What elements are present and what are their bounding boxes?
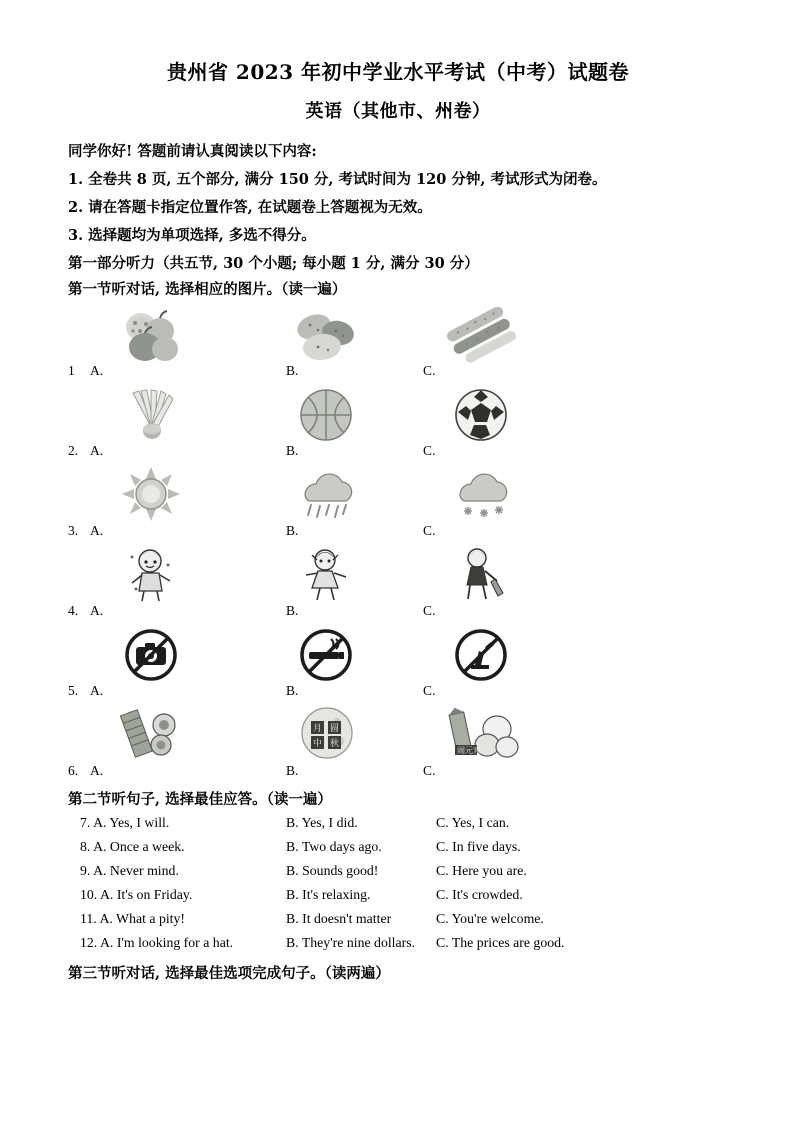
svg-text:月: 月 [313,724,323,735]
question-number: 10. [80,887,98,903]
option-a[interactable]: 10. A. It's on Friday. [80,887,193,903]
option-c[interactable]: C. Here you are. [436,863,527,879]
option-a[interactable]: 11. A. What a pity! [80,911,186,927]
option-b[interactable]: B. It's relaxing. [286,887,371,903]
section-one-heading: 第一节听对话, 选择相应的图片。（读一遍） [68,281,347,299]
picture-row-labels [68,603,728,625]
section-two-heading: 第二节听句子, 选择最佳应答。（读一遍） [68,791,332,809]
picture-question-6 [68,705,728,785]
picture-row-images [68,465,728,523]
basketball-icon [283,385,369,443]
no-photo-icon [108,625,194,683]
picture-row-labels [68,763,728,785]
soccer-ball-icon [438,385,524,443]
cucumbers-icon [438,305,524,363]
response-question-9 [68,863,728,887]
option-c[interactable]: C. You're welcome. [436,911,544,927]
page-content [68,56,728,989]
option-b[interactable]: B. Two days ago. [286,839,382,855]
option-b-label[interactable]: B. [286,523,299,539]
option-b[interactable]: B. It doesn't matter [286,911,392,927]
response-question-10 [68,887,728,911]
no-smoking-icon [283,625,369,683]
girl-dancing-icon [283,545,369,603]
option-b-label[interactable]: B. [286,443,299,459]
no-litter-icon [438,625,524,683]
option-c-label[interactable]: C. [423,603,436,619]
option-a-label[interactable]: A. [90,683,104,699]
dragon-boat-festival-icon [108,705,194,763]
part-one-heading: 第一部分听力（共五节, 30 个小题; 每小题 1 分, 满分 30 分） [68,255,479,273]
option-c-label[interactable]: C. [423,523,436,539]
option-b-label[interactable]: B. [286,763,299,779]
question-number: 4. [68,603,79,619]
response-question-8 [68,839,728,863]
option-c-label[interactable]: C. [423,363,436,379]
option-b[interactable]: B. Yes, I did. [286,815,358,831]
option-b-label[interactable]: B. [286,363,299,379]
option-a-label[interactable]: A. [90,363,104,379]
option-b[interactable]: B. Sounds good! [286,863,379,879]
option-c-label[interactable]: C. [423,683,436,699]
picture-row-labels [68,683,728,705]
notice-line-2: 2. 请在答题卡指定位置作答, 在试题卷上答题视为无效。 [68,199,432,217]
picture-row-labels [68,443,728,465]
notice-line-3: 3. 选择题均为单项选择, 多选不得分。 [68,227,316,245]
question-number: 12. [80,935,98,951]
rain-cloud-icon [283,465,369,523]
picture-row-images [68,305,728,363]
badminton-shuttlecock-icon [108,385,194,443]
option-c-label[interactable]: C. [423,443,436,459]
question-number: 1 [68,363,75,379]
picture-row-labels [68,363,728,385]
option-a-label[interactable]: A. [90,443,104,459]
picture-row-images [68,705,728,763]
option-c[interactable]: C. It's crowded. [436,887,523,903]
picture-question-2 [68,385,728,465]
question-number: 2. [68,443,79,459]
response-question-12 [68,935,728,959]
response-question-11 [68,911,728,935]
question-number: 6. [68,763,79,779]
notice-line-1: 1. 全卷共 8 页, 五个部分, 满分 150 分, 考试时间为 120 分钟, 考试形式为闭卷。 [68,171,607,189]
picture-question-4 [68,545,728,625]
option-c[interactable]: C. Yes, I can. [436,815,510,831]
svg-text:圆: 圆 [330,724,340,735]
apples-icon [108,305,194,363]
sun-icon [108,465,194,523]
picture-row-images [68,625,728,683]
question-number: 9. [80,863,91,879]
notice-line-0: 同学你好! 答题前请认真阅读以下内容: [68,143,317,160]
mid-autumn-festival-icon [283,705,369,763]
option-c[interactable]: C. The prices are good. [436,935,565,951]
picture-question-5 [68,625,728,705]
svg-text:秋: 秋 [330,739,340,750]
snow-cloud-icon [438,465,524,523]
response-question-7 [68,815,728,839]
question-number: 8. [80,839,91,855]
option-a-label[interactable]: A. [90,523,104,539]
option-c-label[interactable]: C. [423,763,436,779]
lantern-festival-icon [438,705,524,763]
girl-playing-icon [108,545,194,603]
option-c[interactable]: C. In five days. [436,839,521,855]
question-number: 7. [80,815,91,831]
picture-row-labels [68,523,728,545]
potatoes-icon [283,305,369,363]
page-title: 贵州省 2023 年初中学业水平考试（中考）试题卷 [166,60,630,84]
option-b-label[interactable]: B. [286,683,299,699]
option-a[interactable]: 7. A. Yes, I will. [80,815,170,831]
picture-row-images [68,385,728,443]
boy-cleaning-icon [438,545,524,603]
page-subtitle: 英语（其他市、州卷） [305,101,491,122]
option-a-label[interactable]: A. [90,763,104,779]
option-a-label[interactable]: A. [90,603,104,619]
picture-question-1 [68,305,728,385]
option-b[interactable]: B. They're nine dollars. [286,935,416,951]
picture-question-3 [68,465,728,545]
option-a[interactable]: 9. A. Never mind. [80,863,179,879]
question-number: 11. [80,911,97,927]
picture-row-images [68,545,728,603]
svg-text:中: 中 [313,739,323,750]
option-a[interactable]: 8. A. Once a week. [80,839,185,855]
question-number: 3. [68,523,79,539]
option-a[interactable]: 12. A. I'm looking for a hat. [80,935,234,951]
section-three-heading: 第三节听对话, 选择最佳选项完成句子。（读两遍） [68,965,390,983]
svg-text:闹元宵: 闹元宵 [457,746,481,756]
question-number: 5. [68,683,79,699]
option-b-label[interactable]: B. [286,603,299,619]
